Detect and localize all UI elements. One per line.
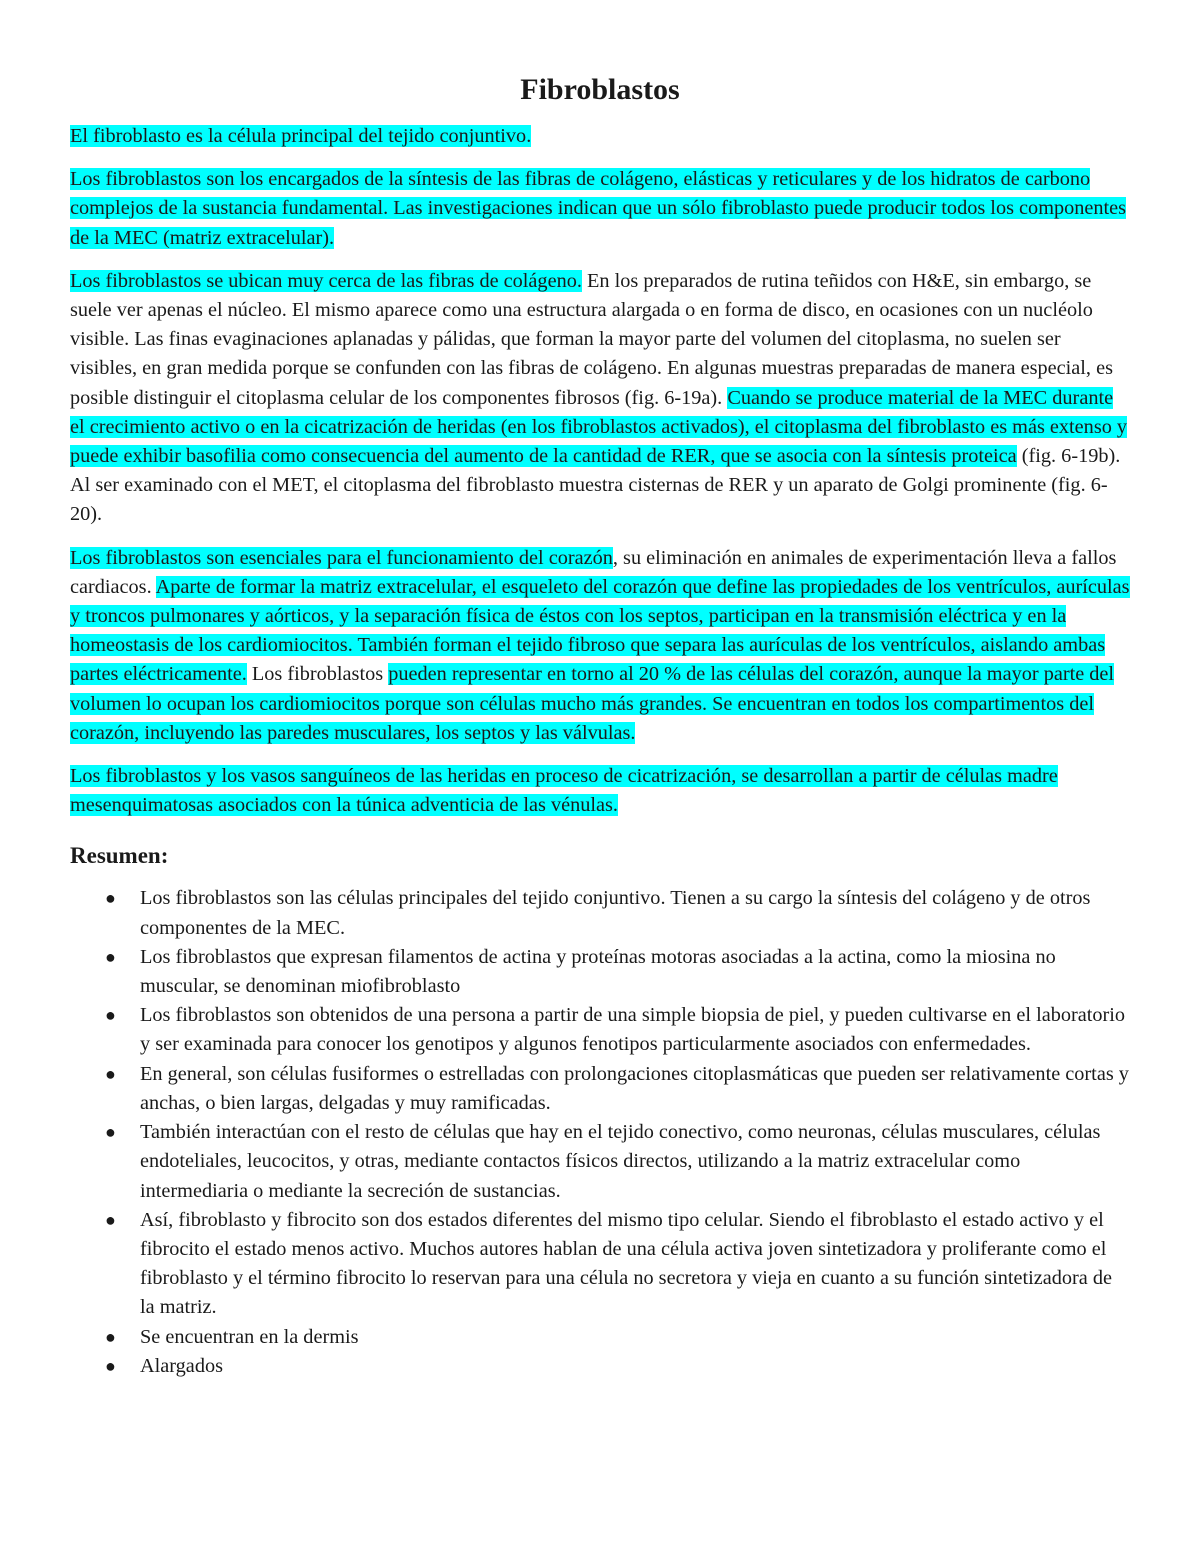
bullet-icon: ● xyxy=(105,1326,116,1347)
text-segment: , su eliminación en animales de experimentación lleva a fallos cardiacos. xyxy=(70,546,1117,598)
summary-list xyxy=(70,884,1130,1380)
paragraph xyxy=(70,544,1130,748)
summary-list-item xyxy=(105,1118,1130,1206)
summary-item-text: En general, son células fusiformes o estrelladas con prolongaciones citoplasmáticas que pueden ser relativamente cortas y anchas, o bien largas, delgadas y muy ramificadas. xyxy=(140,1062,1129,1114)
paragraph xyxy=(70,122,1130,151)
summary-list-item xyxy=(105,1206,1130,1323)
bullet-icon: ● xyxy=(105,1209,116,1230)
summary-item-text: Así, fibroblasto y fibrocito son dos estados diferentes del mismo tipo celular. Siendo el fibroblasto el estado activo y el fibrocito el estado menos activo. Muchos autores hablan de una célula activa joven sintetizadora y proliferante como el fibroblasto y el término fibrocito lo reservan para una célula no secretora y vieja en cuanto a su función sintetizadora de la matriz. xyxy=(140,1208,1112,1319)
summary-list-item xyxy=(105,943,1130,1001)
highlighted-text: Aparte de formar la matriz extracelular, el esqueleto del corazón que define las propiedades de los ventrículos, aurículas y troncos pulmonares y aórticos, y la separación física de éstos con los septos, participan en la transmisión eléctrica y en la homeostasis de los cardiomiocitos. También forman el tejido fibroso que separa las aurículas de los ventrículos, aislando ambas partes eléctricamente. xyxy=(70,575,1130,686)
summary-item-text: También interactúan con el resto de células que hay en el tejido conectivo, como neuronas, células musculares, células endoteliales, leucocitos, y otras, mediante contactos físicos directos, utilizando a la matriz extracelular como intermediaria o mediante la secreción de sustancias. xyxy=(140,1121,1101,1202)
bullet-icon: ● xyxy=(105,946,116,967)
text-segment: Los fibroblastos xyxy=(246,663,389,686)
paragraph xyxy=(70,165,1130,253)
paragraph xyxy=(70,762,1130,820)
summary-list-item xyxy=(105,1352,1130,1381)
bullet-icon: ● xyxy=(105,1122,116,1143)
highlighted-text: pueden representar en torno al 20 % de las células del corazón, aunque la mayor parte del volumen lo ocupan los cardiomiocitos porque son células mucho más grandes. Se encuentran en todos los compartimentos del corazón, incluyendo las paredes musculares, los septos y las válvulas. xyxy=(70,663,1115,744)
text-segment: En los preparados de rutina teñidos con H&E, sin embargo, se suele ver apenas el núcleo. El mismo aparece como una estructura alargada o en forma de disco, en ocasiones con un nucléolo visible. Las finas evaginaciones aplanadas y pálidas, que forman la mayor parte del volumen del citoplasma, no suelen ser visibles, en gran medida porque se confunden con las fibras de colágeno. En algunas muestras preparadas de manera especial, es posible distinguir el citoplasma celular de los componentes fibrosos (fig. 6-19a). xyxy=(70,269,1113,409)
summary-item-text: Alargados xyxy=(140,1354,223,1377)
highlighted-text: Los fibroblastos son esenciales para el funcionamiento del corazón xyxy=(70,546,613,569)
bullet-icon: ● xyxy=(105,1355,116,1376)
body-paragraphs xyxy=(70,122,1130,820)
text-segment: (fig. 6-19b). Al ser examinado con el MET, el citoplasma del fibroblasto muestra cisternas de RER y un aparato de Golgi prominente (fig. 6-20). xyxy=(70,445,1121,526)
document-title: Fibroblastos xyxy=(520,73,680,106)
bullet-icon: ● xyxy=(105,1005,116,1026)
summary-item-text: Los fibroblastos son obtenidos de una persona a partir de una simple biopsia de piel, y pueden cultivarse en el laboratorio y ser examinada para conocer los genotipos y algunos fenotipos particularmente asociados con enfermedades. xyxy=(140,1004,1126,1056)
document-page xyxy=(70,70,1130,1381)
highlighted-text: El fibroblasto es la célula principal del tejido conjuntivo. xyxy=(70,125,532,147)
summary-list-item xyxy=(105,1323,1130,1352)
summary-item-text: Los fibroblastos son las células principales del tejido conjuntivo. Tienen a su cargo la síntesis del colágeno y de otros componentes de la MEC. xyxy=(140,887,1091,939)
bullet-icon: ● xyxy=(105,888,116,909)
highlighted-text: Los fibroblastos se ubican muy cerca de las fibras de colágeno. xyxy=(70,269,582,292)
paragraph xyxy=(70,267,1130,530)
summary-heading: Resumen: xyxy=(70,843,169,869)
bullet-icon: ● xyxy=(105,1063,116,1084)
highlighted-text: Los fibroblastos son los encargados de la síntesis de las fibras de colágeno, elásticas y reticulares y de los hidratos de carbono complejos de la sustancia fundamental. Las investigaciones indican que un sólo fibroblasto puede producir todos los componentes de la MEC (matriz extracelular). xyxy=(70,168,1127,249)
highlighted-text: Los fibroblastos y los vasos sanguíneos de las heridas en proceso de cicatrización, se desarrollan a partir de células madre mesenquimatosas asociados con la túnica adventicia de las vénulas. xyxy=(70,765,1058,817)
summary-list-item xyxy=(105,1060,1130,1118)
summary-item-text: Se encuentran en la dermis xyxy=(140,1325,359,1348)
summary-list-item xyxy=(105,884,1130,942)
summary-item-text: Los fibroblastos que expresan filamentos de actina y proteínas motoras asociadas a la actina, como la miosina no muscular, se denominan miofibroblasto xyxy=(140,945,1056,998)
summary-list-item xyxy=(105,1001,1130,1059)
highlighted-text: Cuando se produce material de la MEC durante el crecimiento activo o en la cicatrización de heridas (en los fibroblastos activados), el citoplasma del fibroblasto es más extenso y puede exhibir basofilia como consecuencia del aumento de la cantidad de RER, que se asocia con la síntesis proteica xyxy=(70,386,1128,468)
